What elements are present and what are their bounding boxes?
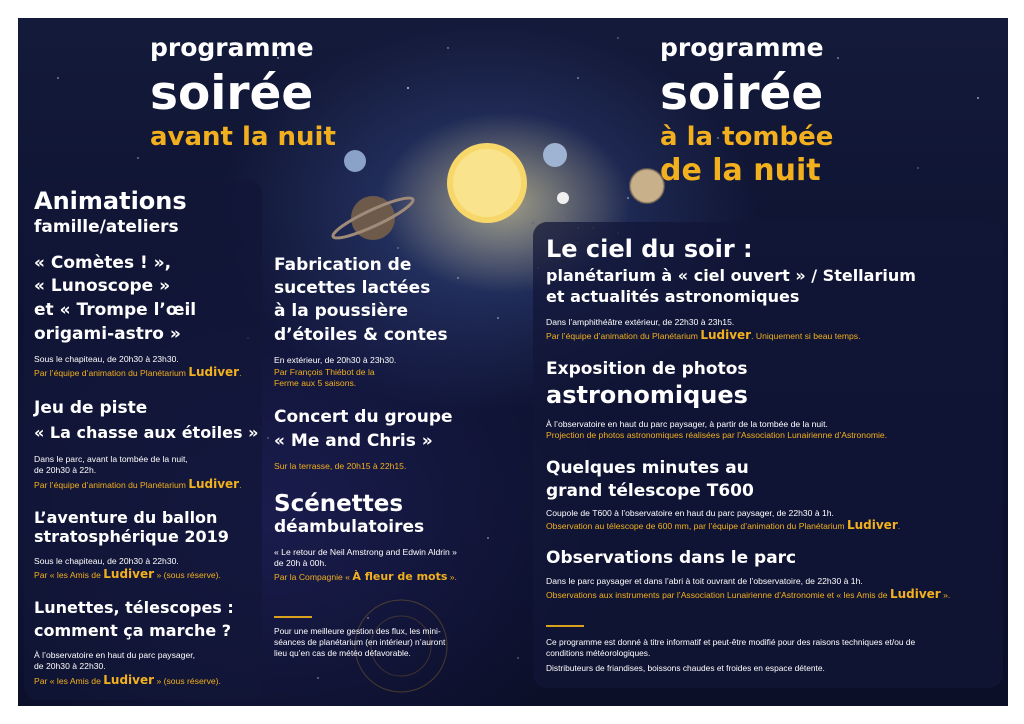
footer-line-1: Ce programme est donné à titre informatif et peut-être modifié pour des raisons techniques et/ou de <box>546 637 916 647</box>
expo-by: Projection de photos astronomiques réalisées par l’Association Lunairienne d’Astronomie. <box>546 430 888 440</box>
item3-heading-2: stratosphérique 2019 <box>34 527 229 546</box>
separator-right <box>546 625 584 627</box>
expo-heading-2: astronomiques <box>546 381 748 409</box>
telescope-by: Observation au télescope de 600 mm, par l’équipe d’animation du Planétarium Ludiver. <box>546 518 901 532</box>
footer-line-2: conditions météorologiques. <box>546 648 651 658</box>
item3-where: Sous le chapiteau, de 20h30 à 22h30. <box>34 556 179 566</box>
item3-by: Par « les Amis de Ludiver » (sous réserve). <box>34 567 221 581</box>
item4-heading-2: comment ça marche ? <box>34 621 232 640</box>
item2-by: Par l’équipe d’animation du Planétarium Ludiver. <box>34 477 242 491</box>
ciel-where: Dans l’amphithéâtre extérieur, de 22h30 à 23h15. <box>546 317 735 327</box>
right-title-line4: de la nuit <box>660 153 821 188</box>
separator-middle <box>274 616 312 618</box>
fabrication-heading-3: à la poussière <box>274 301 409 321</box>
ludiver-brand: Ludiver <box>846 518 898 532</box>
fabrication-by-1: Par François Thiébot de la <box>274 367 375 377</box>
telescope-where: Coupole de T600 à l’observatoire en haut du parc paysager, de 22h30 à 1h. <box>546 508 834 518</box>
animations-subtitle: famille/ateliers <box>34 217 179 237</box>
telescope-heading-2: grand télescope T600 <box>546 481 754 501</box>
ludiver-brand: Ludiver <box>889 587 941 601</box>
company-name: À fleur de mots <box>352 570 448 583</box>
item2-where-2: de 20h30 à 22h. <box>34 465 97 475</box>
item4-heading-1: Lunettes, télescopes : <box>34 598 234 617</box>
ciel-heading-1: Le ciel du soir : <box>546 235 753 263</box>
item2-heading-2: « La chasse aux étoiles » <box>34 423 259 442</box>
ludiver-brand: Ludiver <box>103 673 155 687</box>
poster-background <box>18 18 1008 706</box>
observations-by: Observations aux instruments par l’Association Lunairienne d’Astronomie et « les Amis de Ludiver ». <box>546 587 951 601</box>
fabrication-heading-4: d’étoiles & contes <box>274 325 448 345</box>
item1-heading-3: et « Trompe l’œil <box>34 300 197 320</box>
note-line-3: lieu qu’en cas de météo défavorable. <box>274 648 411 658</box>
right-title-line1: programme <box>660 33 824 62</box>
ludiver-brand: Ludiver <box>188 365 240 379</box>
item2-heading-1: Jeu de piste <box>34 398 148 418</box>
item1-by: Par l’équipe d’animation du Planétarium Ludiver. <box>34 365 242 379</box>
scenettes-desc-1: « Le retour de Neil Amstrong and Edwin Aldrin » <box>274 547 457 557</box>
item2-where-1: Dans le parc, avant la tombée de la nuit, <box>34 454 188 464</box>
item4-where-1: À l’observatoire en haut du parc paysager, <box>34 650 195 660</box>
concert-where: Sur la terrasse, de 20h15 à 22h15. <box>274 461 407 471</box>
fabrication-by-2: Ferme aux 5 saisons. <box>274 378 357 388</box>
concert-heading-2: « Me and Chris » <box>274 431 433 451</box>
right-title-line3: à la tombée <box>660 122 834 152</box>
left-title-line1: programme <box>150 33 314 62</box>
expo-heading-1: Exposition de photos <box>546 359 748 379</box>
item3-heading-1: L’aventure du ballon <box>34 508 218 527</box>
observations-where: Dans le parc paysager et dans l’abri à toit ouvrant de l’observatoire, de 22h30 à 1h. <box>546 576 863 586</box>
ludiver-brand: Ludiver <box>700 328 752 342</box>
scenettes-heading-1: Scénettes <box>274 491 404 517</box>
animations-title: Animations <box>34 187 187 215</box>
item1-heading-4: origami-astro » <box>34 324 181 344</box>
note-line-2: séances de planétarium (en intérieur) n’auront <box>274 637 446 647</box>
fabrication-heading-2: sucettes lactées <box>274 278 431 298</box>
fabrication-where: En extérieur, de 20h30 à 23h30. <box>274 355 397 365</box>
telescope-heading-1: Quelques minutes au <box>546 458 749 478</box>
item4-by: Par « les Amis de Ludiver » (sous réserve). <box>34 673 221 687</box>
scenettes-by: Par la Compagnie « À fleur de mots ». <box>274 570 457 583</box>
right-title-line2: soirée <box>660 66 824 121</box>
concert-heading-1: Concert du groupe <box>274 407 453 427</box>
item4-where-2: de 20h30 à 22h30. <box>34 661 106 671</box>
ciel-by: Par l’équipe d’animation du Planétarium Ludiver. Uniquement si beau temps. <box>546 328 861 342</box>
observations-heading: Observations dans le parc <box>546 548 797 568</box>
fabrication-heading-1: Fabrication de <box>274 255 412 275</box>
ciel-heading-2: planétarium à « ciel ouvert » / Stellarium <box>546 266 916 285</box>
left-title-line3: avant la nuit <box>150 122 336 152</box>
left-title-line2: soirée <box>150 66 314 121</box>
footer-line-3: Distributeurs de friandises, boissons chaudes et froides en espace détente. <box>546 663 825 673</box>
item1-heading-2: « Lunoscope » <box>34 276 171 296</box>
ludiver-brand: Ludiver <box>188 477 240 491</box>
ludiver-brand: Ludiver <box>103 567 155 581</box>
note-line-1: Pour une meilleure gestion des flux, les mini- <box>274 626 441 636</box>
expo-where: À l’observatoire en haut du parc paysager, à partir de la tombée de la nuit. <box>546 419 828 429</box>
item1-heading-1: « Comètes ! », <box>34 253 172 273</box>
scenettes-heading-2: déambulatoires <box>274 517 425 537</box>
ciel-heading-3: et actualités astronomiques <box>546 287 800 306</box>
scenettes-desc-2: de 20h à 00h. <box>274 558 327 568</box>
item1-where: Sous le chapiteau, de 20h30 à 23h30. <box>34 354 179 364</box>
